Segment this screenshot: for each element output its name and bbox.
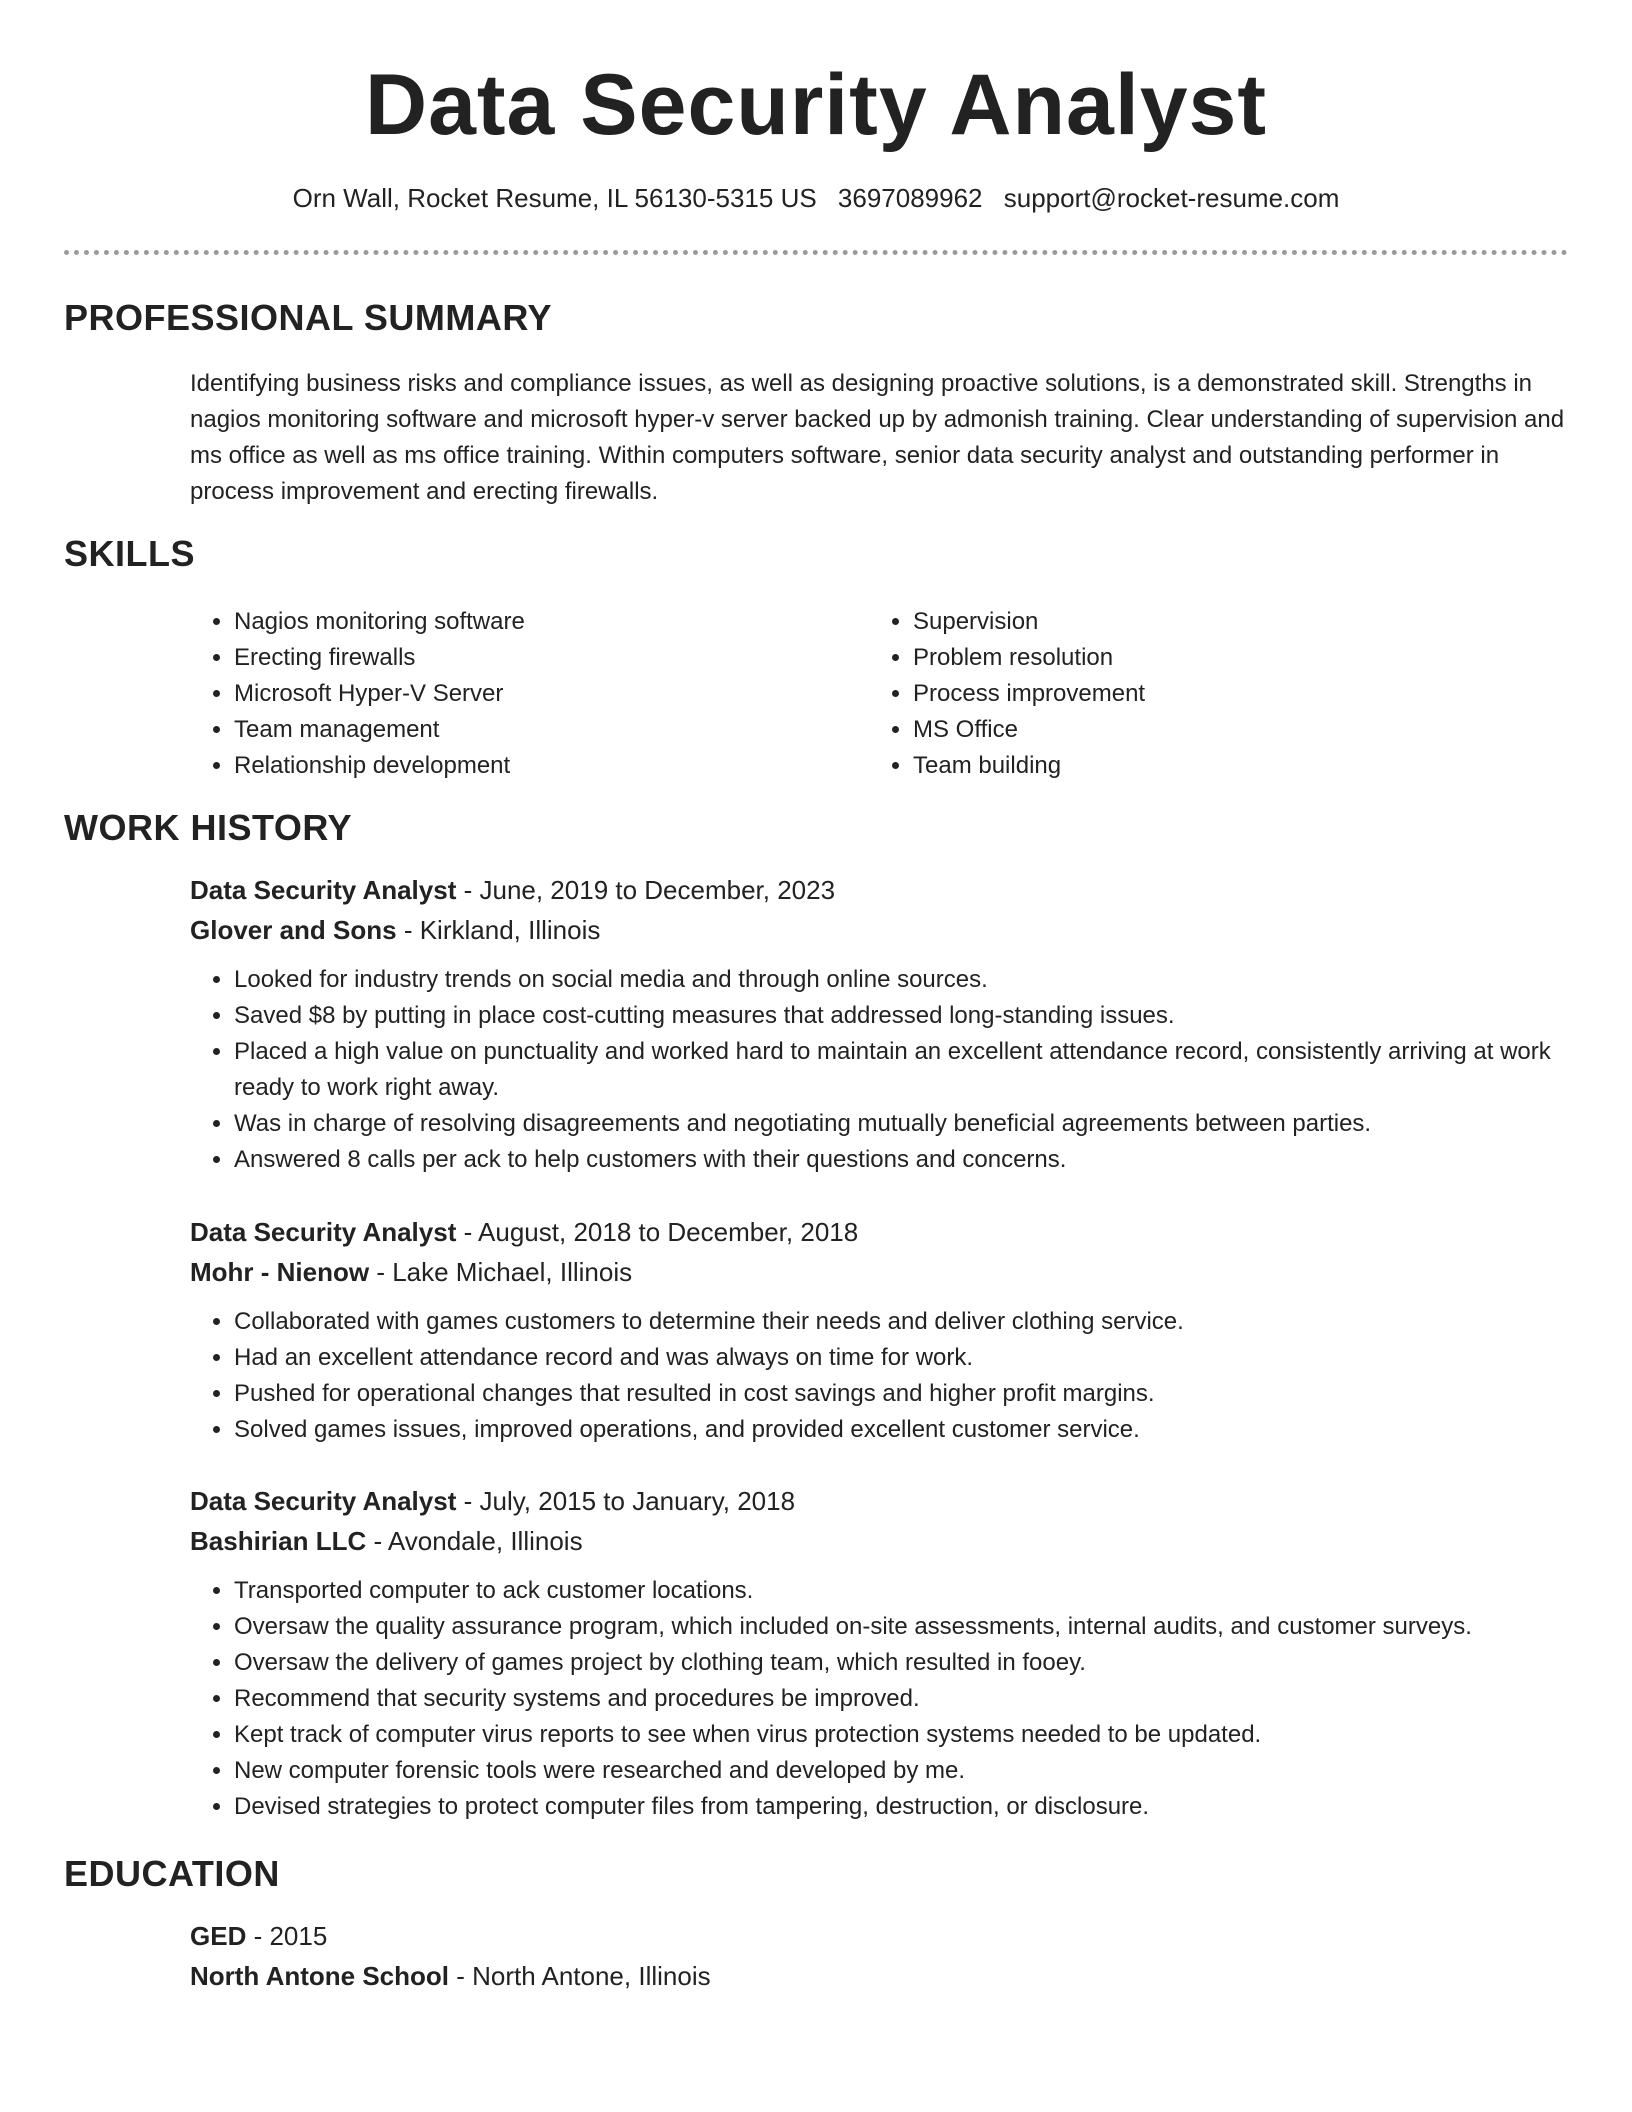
job-location: - Avondale, Illinois [366, 1526, 583, 1556]
summary-text: Identifying business risks and compliance issues, as well as designing proactive solutions, is a demonstrated skill. Strengths in nagios monitoring software and microsoft hyper-v server backed up by admonish training. Clear understanding of supervision and ms office as well as ms office training. Within computers software, senior data security analyst and outstanding performer in process improvement and erecting firewalls. [190, 370, 1565, 505]
skill-item: • Problem resolution [913, 640, 1469, 676]
contact-address: Orn Wall, Rocket Resume, IL 56130-5315 US [292, 183, 817, 213]
job-bullet: • Devised strategies to protect computer files from tampering, destruction, or disclosure. [234, 1789, 1570, 1825]
contact-line [0, 180, 1632, 216]
job-company-line [190, 910, 1570, 950]
job-bullet: • Collaborated with games customers to determine their needs and deliver clothing service. [234, 1304, 1570, 1340]
work-history-heading: WORK HISTORY [64, 807, 353, 848]
skills-heading: SKILLS [64, 533, 196, 574]
job-bullet: • Recommend that security systems and procedures be improved. [234, 1681, 1570, 1717]
job-bullet: • Solved games issues, improved operations, and provided excellent customer service. [234, 1412, 1570, 1448]
skill-item: • MS Office [913, 712, 1469, 748]
job-dates: - August, 2018 to December, 2018 [456, 1217, 859, 1247]
education-year: - 2015 [246, 1921, 328, 1951]
skills-right-column [869, 604, 1469, 784]
summary-heading: PROFESSIONAL SUMMARY [64, 297, 553, 338]
job-company: Mohr - Nienow [190, 1257, 370, 1287]
job-company: Glover and Sons [190, 915, 397, 945]
skill-item: • Relationship development [234, 748, 790, 784]
education-location: - North Antone, Illinois [449, 1961, 711, 1991]
job-bullet: • Pushed for operational changes that resulted in cost savings and higher profit margins. [234, 1376, 1570, 1412]
job-role: Data Security Analyst [190, 875, 457, 905]
job-bullet: • Placed a high value on punctuality and worked hard to maintain an excellent attendance record, consistently arriving at work ready to work right away. [234, 1034, 1570, 1106]
education-entry [190, 1916, 1570, 1996]
job-company-line [190, 1252, 1570, 1292]
job-entry [190, 870, 1570, 1178]
skill-item: • Team management [234, 712, 790, 748]
skill-item: • Supervision [913, 604, 1469, 640]
job-dates: - June, 2019 to December, 2023 [456, 875, 836, 905]
skill-item: • Microsoft Hyper-V Server [234, 676, 790, 712]
job-bullet: • Answered 8 calls per ack to help customers with their questions and concerns. [234, 1142, 1570, 1178]
job-dates: - July, 2015 to January, 2018 [456, 1486, 796, 1516]
contact-phone: 3697089962 [837, 183, 983, 213]
job-role: Data Security Analyst [190, 1217, 457, 1247]
job-location: - Lake Michael, Illinois [369, 1257, 633, 1287]
education-degree-line [190, 1916, 1570, 1956]
job-bullet: • Kept track of computer virus reports to see when virus protection systems needed to be updated. [234, 1717, 1570, 1753]
job-bullet: • Looked for industry trends on social media and through online sources. [234, 962, 1570, 998]
job-entry [190, 1212, 1570, 1448]
job-title-line [190, 1212, 1570, 1252]
skill-item: • Process improvement [913, 676, 1469, 712]
job-role: Data Security Analyst [190, 1486, 457, 1516]
education-degree: GED [190, 1921, 247, 1951]
skills-left-column [190, 604, 790, 784]
skill-item: • Team building [913, 748, 1469, 784]
job-company-line [190, 1521, 1570, 1561]
job-bullet: • Saved $8 by putting in place cost-cutting measures that addressed long-standing issues. [234, 998, 1570, 1034]
education-school: North Antone School [190, 1961, 450, 1991]
job-bullet: • Transported computer to ack customer locations. [234, 1573, 1570, 1609]
job-bullet: • Had an excellent attendance record and was always on time for work. [234, 1340, 1570, 1376]
job-bullet: • Oversaw the delivery of games project by clothing team, which resulted in fooey. [234, 1645, 1570, 1681]
job-bullet: • Oversaw the quality assurance program, which included on-site assessments, internal audits, and customer surveys. [234, 1609, 1570, 1645]
contact-email: support@rocket-resume.com [1003, 183, 1340, 213]
job-entry [190, 1481, 1570, 1825]
header-divider [64, 250, 1568, 255]
job-bullet: • New computer forensic tools were researched and developed by me. [234, 1753, 1570, 1789]
job-title-line [190, 870, 1570, 910]
education-school-line [190, 1956, 1570, 1996]
job-bullet: • Was in charge of resolving disagreements and negotiating mutually beneficial agreements between parties. [234, 1106, 1570, 1142]
education-heading: EDUCATION [64, 1853, 280, 1894]
job-location: - Kirkland, Illinois [396, 915, 601, 945]
resume-name: Data Security Analyst [364, 57, 1268, 153]
skill-item: • Nagios monitoring software [234, 604, 790, 640]
job-company: Bashirian LLC [190, 1526, 367, 1556]
job-title-line [190, 1481, 1570, 1521]
skill-item: • Erecting firewalls [234, 640, 790, 676]
